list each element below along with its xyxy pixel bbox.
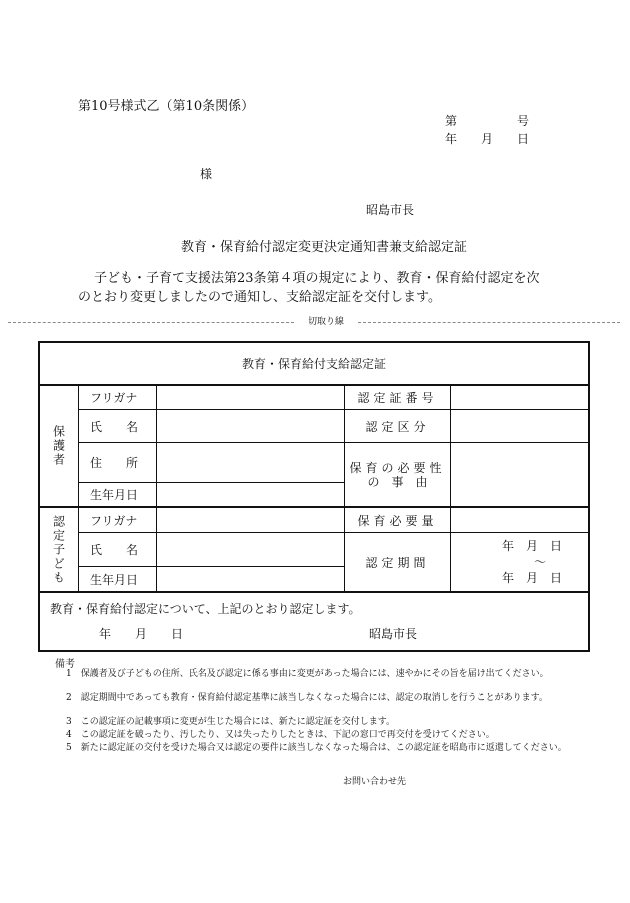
child-section-label: 認定子ども xyxy=(51,514,66,585)
child-name-label: 氏 名 xyxy=(90,543,139,557)
footer-divider xyxy=(40,591,588,593)
child-birthdate-label: 生年月日 xyxy=(90,572,139,587)
issue-date-label: 年 月 日 xyxy=(445,132,530,146)
cert-number-value[interactable] xyxy=(451,386,588,409)
note-item: 2 認定期間中であっても教育・保育給付認定基準に該当しなくなった場合には、認定の取消しを行うことがあります。 xyxy=(66,693,548,703)
guardian-name-value[interactable] xyxy=(157,410,344,442)
notes-list xyxy=(66,668,571,788)
document-number-label: 第 号 xyxy=(445,114,530,128)
guardian-section-label-cell xyxy=(40,386,78,506)
guardian-furigana-value[interactable] xyxy=(157,386,344,409)
body-text-line-2: のとおり変更しましたので通知し、支給認定証を交付します。 xyxy=(78,290,441,305)
cut-line-dash-left xyxy=(8,322,294,323)
certificate-title: 教育・保育給付支給認定証 xyxy=(241,357,386,371)
child-birthdate-value[interactable] xyxy=(157,567,344,591)
guardian-birthdate-label: 生年月日 xyxy=(90,488,139,502)
necessity-amount-value[interactable] xyxy=(451,508,588,532)
guardian-birthdate-value[interactable] xyxy=(157,483,344,506)
cert-period-label: 認定期間 xyxy=(365,555,430,570)
guardian-address-label: 住 所 xyxy=(90,456,139,470)
note-item: 5 新たに認定証の交付を受けた場合又は認定の要件に該当しなくなった場合は、この認定証を昭島市に返還してください。 xyxy=(66,743,567,753)
certification-issuer: 昭島市長 xyxy=(369,627,418,641)
certificate-box xyxy=(38,341,590,652)
cert-period-value[interactable] xyxy=(451,533,588,591)
child-furigana-value[interactable] xyxy=(157,508,344,532)
necessity-reason-label xyxy=(345,443,450,506)
notes-heading: 備考 xyxy=(55,659,75,670)
cert-number-label: 認定証番号 xyxy=(357,391,438,405)
guardian-furigana-label: フリガナ xyxy=(90,391,138,405)
period-start: 年 月 日 xyxy=(501,539,562,553)
necessity-amount-label: 保育必要量 xyxy=(357,513,438,528)
issuer-name: 昭島市長 xyxy=(366,203,415,217)
child-furigana-label: フリガナ xyxy=(90,513,138,528)
guardian-section-label: 保護者 xyxy=(51,425,66,467)
child-section-label-cell xyxy=(40,508,78,591)
body-text-line-1: 子ども・子育て支援法第23条第４項の規定により、教育・保育給付認定を次 xyxy=(94,271,540,286)
contact-label: お問い合わせ先 xyxy=(343,777,407,787)
cut-line-label: 切取り線 xyxy=(308,317,345,327)
note-item: 3 この認定証の記載事項に変更が生じた場合には、新たに認定証を交付します。 xyxy=(66,717,396,727)
note-item: 1 保護者及び子どもの住所、氏名及び認定に係る事由に変更があった場合には、速やかにその旨を届け出てください。 xyxy=(66,669,549,679)
child-name-value[interactable] xyxy=(157,533,344,566)
guardian-address-value[interactable] xyxy=(157,443,344,482)
cert-category-label: 認定区分 xyxy=(365,419,430,434)
cut-line-dash-right xyxy=(358,322,620,323)
cert-category-value[interactable] xyxy=(451,410,588,442)
period-end: 年 月 日 xyxy=(501,571,562,585)
document-title: 教育・保育給付認定変更決定通知書兼支給認定証 xyxy=(181,240,468,255)
necessity-reason-label-line-2: の 事 由 xyxy=(367,474,428,489)
necessity-reason-value[interactable] xyxy=(451,443,588,506)
note-item: 4 この認定証を破ったり、汚したり、又は失ったりしたときは、下記の窓口で再交付を受けてください。 xyxy=(66,730,495,740)
addressee-suffix: 様 xyxy=(200,167,213,181)
necessity-reason-label-line-1: 保育の必要性 xyxy=(349,460,446,475)
certification-date: 年 月 日 xyxy=(99,627,184,641)
form-number: 第10号様式乙（第10条関係） xyxy=(78,99,255,114)
certification-statement: 教育・保育給付認定について、上記のとおり認定します。 xyxy=(50,602,361,616)
period-separator: 〜 xyxy=(533,555,546,569)
guardian-name-label: 氏 名 xyxy=(90,419,139,434)
